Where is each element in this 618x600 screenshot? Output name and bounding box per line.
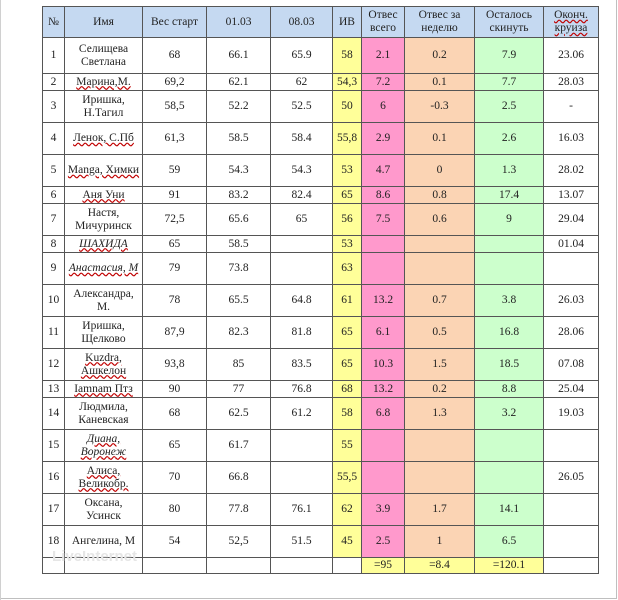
cell-total bbox=[362, 253, 405, 285]
cell-d2: 58.4 bbox=[271, 123, 333, 155]
cell-d2: 64.8 bbox=[271, 285, 333, 317]
cell-d2: 83.5 bbox=[271, 349, 333, 381]
cell-iv: 62 bbox=[333, 494, 362, 526]
cell-num: 12 bbox=[43, 349, 65, 381]
cell-total bbox=[362, 236, 405, 253]
total-remain: =120.1 bbox=[475, 558, 544, 574]
cell-end: 29.04 bbox=[544, 204, 599, 236]
cell-remain: 6.5 bbox=[475, 526, 544, 558]
col-header-ideal-weight: ИВ bbox=[333, 7, 362, 38]
cell-end: 28.03 bbox=[544, 74, 599, 91]
cell-remain bbox=[475, 253, 544, 285]
cell-name: Оксана, Усинск bbox=[65, 494, 143, 526]
table-row bbox=[43, 74, 599, 91]
cell-remain: 3.2 bbox=[475, 398, 544, 430]
table-row bbox=[43, 430, 599, 462]
cell-d1: 65.5 bbox=[207, 285, 271, 317]
cell-iv: 54,3 bbox=[333, 74, 362, 91]
table-row bbox=[43, 381, 599, 398]
cell-name: Иришка, Н.Тагил bbox=[65, 91, 143, 123]
cell-total: 13.2 bbox=[362, 381, 405, 398]
cell-name: Настя, Мичуринск bbox=[65, 204, 143, 236]
cell-week: 0.8 bbox=[405, 187, 475, 204]
cell-start: 54 bbox=[143, 526, 207, 558]
cell-num: 1 bbox=[43, 38, 65, 74]
cell-d2: 76.1 bbox=[271, 494, 333, 526]
cell-num: 13 bbox=[43, 381, 65, 398]
cell-iv: 56 bbox=[333, 204, 362, 236]
cell-d1: 85 bbox=[207, 349, 271, 381]
cell-d2 bbox=[271, 236, 333, 253]
cell-end bbox=[544, 494, 599, 526]
cell-total: 6.1 bbox=[362, 317, 405, 349]
cell-start: 68 bbox=[143, 398, 207, 430]
cell-remain: 18.5 bbox=[475, 349, 544, 381]
table-row bbox=[43, 123, 599, 155]
cell-week: 0.6 bbox=[405, 204, 475, 236]
cell-total: 8.6 bbox=[362, 187, 405, 204]
cell-end bbox=[544, 253, 599, 285]
cell-week: 0.1 bbox=[405, 74, 475, 91]
col-header-name: Имя bbox=[65, 7, 143, 38]
cell-d1: 77 bbox=[207, 381, 271, 398]
cell-week: 1 bbox=[405, 526, 475, 558]
cell-d2: 51.5 bbox=[271, 526, 333, 558]
cell-end: 26.03 bbox=[544, 285, 599, 317]
cell-num: 6 bbox=[43, 187, 65, 204]
cell-remain: 16.8 bbox=[475, 317, 544, 349]
cell-total bbox=[362, 462, 405, 494]
col-header-date-2: 08.03 bbox=[271, 7, 333, 38]
cell-total: 3.9 bbox=[362, 494, 405, 526]
cell-end: 26.05 bbox=[544, 462, 599, 494]
cell-d2: 62 bbox=[271, 74, 333, 91]
cell-d1: 65.6 bbox=[207, 204, 271, 236]
total-empty bbox=[271, 558, 333, 574]
cell-d1: 83.2 bbox=[207, 187, 271, 204]
cell-start: 93,8 bbox=[143, 349, 207, 381]
cell-week bbox=[405, 462, 475, 494]
cell-start: 58,5 bbox=[143, 91, 207, 123]
cell-start: 69,2 bbox=[143, 74, 207, 91]
cell-num: 4 bbox=[43, 123, 65, 155]
cell-end: 13.07 bbox=[544, 187, 599, 204]
table-row bbox=[43, 253, 599, 285]
cell-d1: 66.8 bbox=[207, 462, 271, 494]
cell-name: ШАХИДА bbox=[65, 236, 143, 253]
cell-total: 13.2 bbox=[362, 285, 405, 317]
header-row bbox=[43, 7, 599, 38]
cell-name: Александра, М. bbox=[65, 285, 143, 317]
cell-start: 87,9 bbox=[143, 317, 207, 349]
page-edge bbox=[0, 0, 1, 600]
table-row bbox=[43, 462, 599, 494]
cell-week: 0.2 bbox=[405, 381, 475, 398]
cell-end: - bbox=[544, 91, 599, 123]
cell-name: Селищева Светлана bbox=[65, 38, 143, 74]
total-empty bbox=[333, 558, 362, 574]
table-row bbox=[43, 285, 599, 317]
cell-end: 19.03 bbox=[544, 398, 599, 430]
table-row bbox=[43, 236, 599, 253]
cell-total: 7.5 bbox=[362, 204, 405, 236]
col-header-date-1: 01.03 bbox=[207, 7, 271, 38]
cell-iv: 65 bbox=[333, 317, 362, 349]
cell-d1: 82.3 bbox=[207, 317, 271, 349]
cell-remain: 17.4 bbox=[475, 187, 544, 204]
cell-remain bbox=[475, 462, 544, 494]
cell-end bbox=[544, 526, 599, 558]
cell-d1: 52,5 bbox=[207, 526, 271, 558]
cell-d1: 66.1 bbox=[207, 38, 271, 74]
cell-num: 11 bbox=[43, 317, 65, 349]
cell-week: 1.5 bbox=[405, 349, 475, 381]
cell-total: 4.7 bbox=[362, 155, 405, 187]
cell-week: 1.7 bbox=[405, 494, 475, 526]
cell-num: 7 bbox=[43, 204, 65, 236]
col-header-start-weight: Вес старт bbox=[143, 7, 207, 38]
col-header-loss-total: Отвес всего bbox=[362, 7, 405, 38]
cell-end: 28.06 bbox=[544, 317, 599, 349]
cell-end: 01.04 bbox=[544, 236, 599, 253]
cell-end: 07.08 bbox=[544, 349, 599, 381]
cell-d2 bbox=[271, 430, 333, 462]
cell-total: 2.9 bbox=[362, 123, 405, 155]
cell-d2: 82.4 bbox=[271, 187, 333, 204]
cell-end: 25.04 bbox=[544, 381, 599, 398]
table-row bbox=[43, 398, 599, 430]
cell-total bbox=[362, 430, 405, 462]
cell-name: Марина,М. bbox=[65, 74, 143, 91]
weight-loss-table bbox=[42, 6, 599, 574]
cell-week: -0.3 bbox=[405, 91, 475, 123]
cell-iv: 58 bbox=[333, 38, 362, 74]
cell-start: 61,3 bbox=[143, 123, 207, 155]
cell-start: 65 bbox=[143, 236, 207, 253]
cell-start: 90 bbox=[143, 381, 207, 398]
cell-d2 bbox=[271, 253, 333, 285]
cell-d1: 54.3 bbox=[207, 155, 271, 187]
cell-d1: 58.5 bbox=[207, 123, 271, 155]
cell-num: 2 bbox=[43, 74, 65, 91]
cell-iv: 63 bbox=[333, 253, 362, 285]
total-week: =8.4 bbox=[405, 558, 475, 574]
cell-remain: 2.6 bbox=[475, 123, 544, 155]
cell-start: 68 bbox=[143, 38, 207, 74]
cell-start: 79 bbox=[143, 253, 207, 285]
cell-d2: 54.3 bbox=[271, 155, 333, 187]
cell-total: 2.1 bbox=[362, 38, 405, 74]
cell-num: 3 bbox=[43, 91, 65, 123]
cell-remain: 14.1 bbox=[475, 494, 544, 526]
cell-iv: 65 bbox=[333, 187, 362, 204]
cell-name: Manga, Химки bbox=[65, 155, 143, 187]
cell-total: 10.3 bbox=[362, 349, 405, 381]
cell-week: 0.5 bbox=[405, 317, 475, 349]
cell-iv: 55,8 bbox=[333, 123, 362, 155]
cell-num: 10 bbox=[43, 285, 65, 317]
cell-name: Алиса, Великобр. bbox=[65, 462, 143, 494]
table-row bbox=[43, 91, 599, 123]
cell-total: 7.2 bbox=[362, 74, 405, 91]
cell-num: 8 bbox=[43, 236, 65, 253]
cell-d1: 58.5 bbox=[207, 236, 271, 253]
cell-d1: 73.8 bbox=[207, 253, 271, 285]
cell-week: 0.2 bbox=[405, 38, 475, 74]
cell-iv: 61 bbox=[333, 285, 362, 317]
col-header-num: № bbox=[43, 7, 65, 38]
col-header-loss-week: Отвес за неделю bbox=[405, 7, 475, 38]
cell-total: 6.8 bbox=[362, 398, 405, 430]
cell-remain: 9 bbox=[475, 204, 544, 236]
cell-d2: 61.2 bbox=[271, 398, 333, 430]
col-header-remaining: Осталось скинуть bbox=[475, 7, 544, 38]
cell-d2: 52.5 bbox=[271, 91, 333, 123]
table-row bbox=[43, 38, 599, 74]
cell-name: Людмила, Каневская bbox=[65, 398, 143, 430]
cell-week: 0.1 bbox=[405, 123, 475, 155]
col-header-end-date: Оконч. круиза bbox=[544, 7, 599, 38]
cell-name: Иришка, Щелково bbox=[65, 317, 143, 349]
cell-name: Ленок, С.Пб bbox=[65, 123, 143, 155]
cell-num: 17 bbox=[43, 494, 65, 526]
watermark: LiveInternet bbox=[52, 548, 138, 565]
cell-start: 65 bbox=[143, 430, 207, 462]
cell-end: 23.06 bbox=[544, 38, 599, 74]
cell-total: 6 bbox=[362, 91, 405, 123]
total-empty bbox=[207, 558, 271, 574]
total-empty bbox=[143, 558, 207, 574]
cell-remain: 2.5 bbox=[475, 91, 544, 123]
cell-end: 28.02 bbox=[544, 155, 599, 187]
total-empty bbox=[544, 558, 599, 574]
cell-iv: 55,5 bbox=[333, 462, 362, 494]
cell-week bbox=[405, 430, 475, 462]
table-row bbox=[43, 155, 599, 187]
cell-num: 9 bbox=[43, 253, 65, 285]
table-row bbox=[43, 494, 599, 526]
cell-remain: 1.3 bbox=[475, 155, 544, 187]
total-total: =95 bbox=[362, 558, 405, 574]
cell-iv: 68 bbox=[333, 381, 362, 398]
cell-iv: 53 bbox=[333, 155, 362, 187]
cell-week bbox=[405, 236, 475, 253]
cell-d2: 81.8 bbox=[271, 317, 333, 349]
cell-d2: 65.9 bbox=[271, 38, 333, 74]
table-row bbox=[43, 349, 599, 381]
cell-iv: 55 bbox=[333, 430, 362, 462]
cell-start: 80 bbox=[143, 494, 207, 526]
cell-iv: 58 bbox=[333, 398, 362, 430]
cell-remain: 7.9 bbox=[475, 38, 544, 74]
cell-name: Аня Уни bbox=[65, 187, 143, 204]
cell-start: 72,5 bbox=[143, 204, 207, 236]
cell-d2: 65 bbox=[271, 204, 333, 236]
cell-start: 91 bbox=[143, 187, 207, 204]
cell-num: 16 bbox=[43, 462, 65, 494]
cell-remain: 3.8 bbox=[475, 285, 544, 317]
cell-start: 78 bbox=[143, 285, 207, 317]
cell-name: Iamnam Птз bbox=[65, 381, 143, 398]
cell-d2 bbox=[271, 462, 333, 494]
cell-total: 2.5 bbox=[362, 526, 405, 558]
cell-num: 14 bbox=[43, 398, 65, 430]
cell-num: 18 bbox=[43, 526, 65, 558]
table-row bbox=[43, 204, 599, 236]
cell-remain bbox=[475, 236, 544, 253]
cell-d1: 77.8 bbox=[207, 494, 271, 526]
cell-d1: 62.5 bbox=[207, 398, 271, 430]
cell-d1: 61.7 bbox=[207, 430, 271, 462]
cell-end: 16.03 bbox=[544, 123, 599, 155]
cell-iv: 50 bbox=[333, 91, 362, 123]
cell-remain: 7.7 bbox=[475, 74, 544, 91]
cell-end bbox=[544, 430, 599, 462]
cell-start: 59 bbox=[143, 155, 207, 187]
cell-week: 0 bbox=[405, 155, 475, 187]
cell-iv: 65 bbox=[333, 349, 362, 381]
cell-start: 70 bbox=[143, 462, 207, 494]
table-row bbox=[43, 317, 599, 349]
cell-d1: 62.1 bbox=[207, 74, 271, 91]
cell-name: Диана, Воронеж bbox=[65, 430, 143, 462]
cell-iv: 45 bbox=[333, 526, 362, 558]
cell-name: Ангелина, М bbox=[65, 526, 143, 558]
cell-d1: 52.2 bbox=[207, 91, 271, 123]
cell-name: Kuzdra, Ашкелон bbox=[65, 349, 143, 381]
cell-num: 5 bbox=[43, 155, 65, 187]
cell-num: 15 bbox=[43, 430, 65, 462]
cell-name: Анастасия, М bbox=[65, 253, 143, 285]
cell-iv: 53 bbox=[333, 236, 362, 253]
cell-d2: 76.8 bbox=[271, 381, 333, 398]
table-row bbox=[43, 187, 599, 204]
cell-remain bbox=[475, 430, 544, 462]
cell-week: 0.7 bbox=[405, 285, 475, 317]
cell-week bbox=[405, 253, 475, 285]
cell-remain: 8.8 bbox=[475, 381, 544, 398]
cell-week: 1.3 bbox=[405, 398, 475, 430]
